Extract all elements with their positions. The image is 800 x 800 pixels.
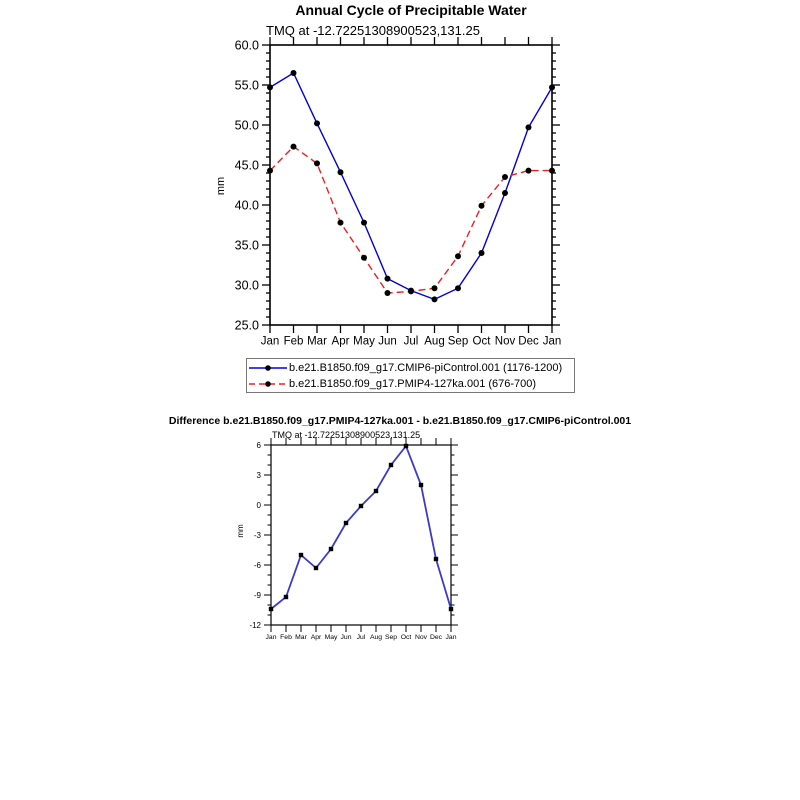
annual-cycle-plot [200, 35, 590, 355]
svg-text:mm: mm [236, 524, 245, 538]
svg-text:Sep: Sep [447, 335, 469, 348]
svg-text:Jul: Jul [356, 633, 366, 641]
svg-text:6: 6 [256, 440, 261, 450]
svg-text:Feb: Feb [280, 633, 292, 641]
svg-text:Feb: Feb [283, 335, 304, 348]
svg-text:-9: -9 [253, 590, 261, 600]
svg-text:Oct: Oct [472, 335, 491, 348]
svg-text:45.0: 45.0 [234, 158, 259, 173]
svg-text:55.0: 55.0 [234, 78, 259, 93]
svg-text:Mar: Mar [295, 633, 307, 641]
svg-text:-3: -3 [253, 530, 261, 540]
svg-text:30.0: 30.0 [234, 278, 259, 293]
annual-cycle-subtitle: TMQ at -12.72251308900523,131.25 [266, 23, 480, 38]
svg-text:35.0: 35.0 [234, 238, 259, 253]
legend-box [246, 358, 575, 393]
svg-text:Jun: Jun [340, 633, 352, 641]
svg-text:-12: -12 [249, 620, 261, 630]
svg-text:50.0: 50.0 [234, 118, 259, 133]
svg-text:Jan: Jan [445, 633, 457, 641]
svg-text:Jan: Jan [265, 633, 277, 641]
svg-text:Oct: Oct [400, 633, 412, 641]
difference-plot [225, 436, 475, 650]
svg-text:Nov: Nov [414, 633, 428, 641]
svg-text:mm: mm [215, 176, 227, 196]
svg-text:Aug: Aug [424, 335, 445, 348]
svg-text:60.0: 60.0 [234, 38, 259, 53]
svg-text:Jul: Jul [403, 335, 419, 348]
legend-label-picontrol: b.e21.B1850.f09_g17.CMIP6-piControl.001 (1176-1200) [289, 361, 563, 374]
difference-title: Difference b.e21.B1850.f09_g17.PMIP4-127ka.001 - b.e21.B1850.f09_g17.CMIP6-piControl.001 [168, 415, 632, 427]
svg-text:May: May [353, 335, 375, 348]
svg-text:Apr: Apr [310, 633, 322, 641]
svg-text:0: 0 [256, 500, 261, 510]
svg-text:Dec: Dec [429, 633, 443, 641]
svg-text:-6: -6 [253, 560, 261, 570]
legend-item-picontrol [247, 360, 574, 376]
pmip4-line-sample-icon [247, 377, 289, 391]
svg-text:Jan: Jan [542, 335, 562, 348]
annual-cycle-title: Annual Cycle of Precipitable Water [295, 2, 527, 18]
legend-item-pmip4 [247, 376, 574, 392]
svg-text:May: May [324, 633, 338, 641]
svg-text:Jun: Jun [378, 335, 397, 348]
svg-text:Nov: Nov [494, 335, 516, 348]
svg-text:Aug: Aug [369, 633, 383, 641]
legend-label-pmip4: b.e21.B1850.f09_g17.PMIP4-127ka.001 (676-700) [289, 377, 537, 390]
svg-text:40.0: 40.0 [234, 198, 259, 213]
picontrol-line-sample-icon [247, 361, 289, 375]
svg-text:25.0: 25.0 [234, 318, 259, 333]
svg-text:Jan: Jan [260, 335, 280, 348]
difference-subtitle: TMQ at -12.72251308900523,131.25 [272, 430, 421, 440]
svg-text:Sep: Sep [384, 633, 398, 641]
svg-text:Mar: Mar [307, 335, 327, 348]
svg-text:Apr: Apr [331, 335, 350, 348]
svg-text:Dec: Dec [518, 335, 539, 348]
svg-text:3: 3 [256, 470, 261, 480]
